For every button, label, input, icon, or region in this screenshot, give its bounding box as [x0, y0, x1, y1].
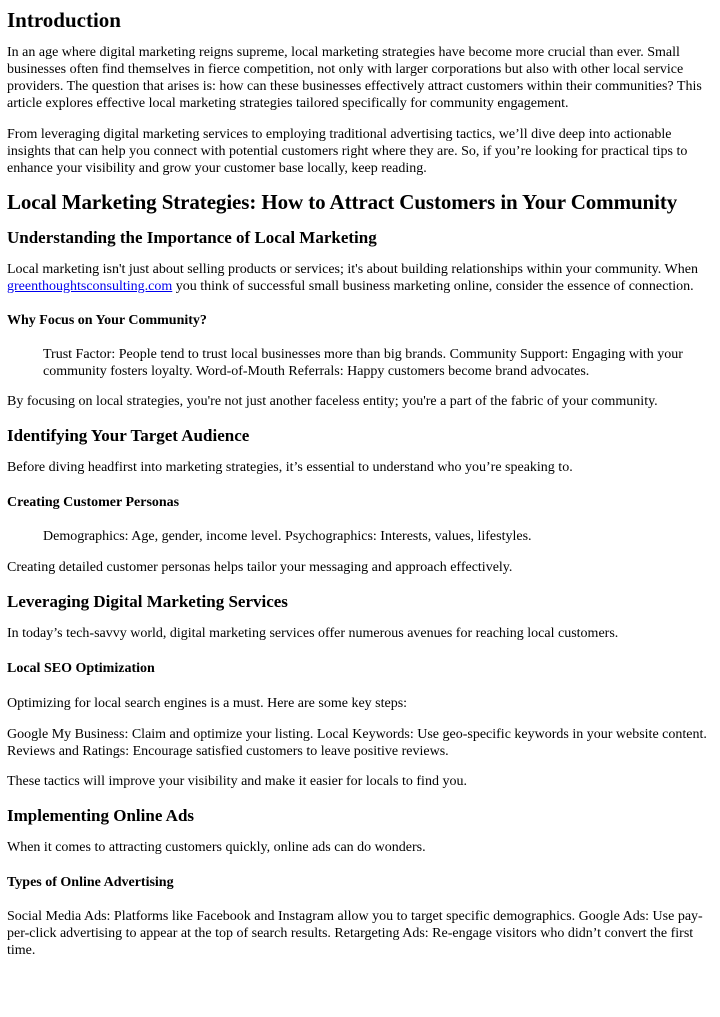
intro-heading: Introduction [7, 8, 121, 32]
personas-paragraph: Creating detailed customer personas helps tailor your messaging and approach effectively. [7, 560, 513, 575]
local-seo-paragraph: Optimizing for local search engines is a must. Here are some key steps: [7, 696, 408, 711]
local-seo-summary: These tactics will improve your visibility and make it easier for locals to find you. [7, 774, 467, 789]
article-title: Local Marketing Strategies: How to Attract Customers in Your Community [7, 190, 678, 214]
target-audience-paragraph: Before diving headfirst into marketing strategies, it’s essential to understand who you’re speaking to. [7, 460, 573, 475]
target-audience-heading: Identifying Your Target Audience [7, 426, 250, 445]
understanding-text-after-link: you think of successful small business marketing online, consider the essence of connection. [172, 279, 694, 294]
why-focus-paragraph: By focusing on local strategies, you're not just another faceless entity; you're a part of the fabric of your community. [7, 394, 658, 409]
ad-types-list: Social Media Ads: Platforms like Facebook and Instagram allow you to target specific demographics. Google Ads: Use pay-per-click advertising to appear at the top of search results. Retargeting Ads: Re-engage visitors who didn’t convert the first time. [7, 909, 703, 958]
understanding-paragraph [7, 261, 713, 295]
local-seo-heading: Local SEO Optimization [7, 661, 155, 676]
intro-paragraph-1: In an age where digital marketing reigns supreme, local marketing strategies have become more crucial than ever. Small businesses often find themselves in fierce competition, not only with larger corporations but also with other local service providers. The question that arises is: how can these businesses effectively attract customers within their communities? This article explores effective local marketing strategies tailored specifically for community engagement. [7, 45, 702, 111]
online-ads-paragraph: When it comes to attracting customers quickly, online ads can do wonders. [7, 840, 426, 855]
ad-types-heading: Types of Online Advertising [7, 875, 174, 890]
greenthoughts-link[interactable]: greenthoughtsconsulting.com [7, 279, 173, 294]
online-ads-heading: Implementing Online Ads [7, 806, 195, 825]
digital-marketing-heading: Leveraging Digital Marketing Services [7, 592, 288, 611]
digital-marketing-paragraph: In today’s tech-savvy world, digital marketing services offer numerous avenues for reaching local customers. [7, 626, 619, 641]
why-focus-list: Trust Factor: People tend to trust local businesses more than big brands. Community Support: Engaging with your community fosters loyalty. Word-of-Mouth Referrals: Happy customers become brand advocates. [43, 347, 683, 379]
personas-heading: Creating Customer Personas [7, 495, 180, 510]
understanding-text-before-link: Local marketing isn't just about selling products or services; it's about building relationships within your community. When [7, 262, 698, 277]
intro-paragraph-2: From leveraging digital marketing services to employing traditional advertising tactics, we’ll dive deep into actionable insights that can help you connect with potential customers right where they are. So, if you’re looking for practical tips to enhance your visibility and grow your customer base locally, keep reading. [7, 127, 688, 176]
why-focus-heading: Why Focus on Your Community? [7, 313, 207, 328]
personas-list: Demographics: Age, gender, income level. Psychographics: Interests, values, lifestyles. [43, 529, 532, 544]
understanding-heading: Understanding the Importance of Local Marketing [7, 228, 377, 247]
local-seo-list: Google My Business: Claim and optimize your listing. Local Keywords: Use geo-specific keywords in your website content. Reviews and Ratings: Encourage satisfied customers to leave positive reviews. [7, 727, 707, 759]
